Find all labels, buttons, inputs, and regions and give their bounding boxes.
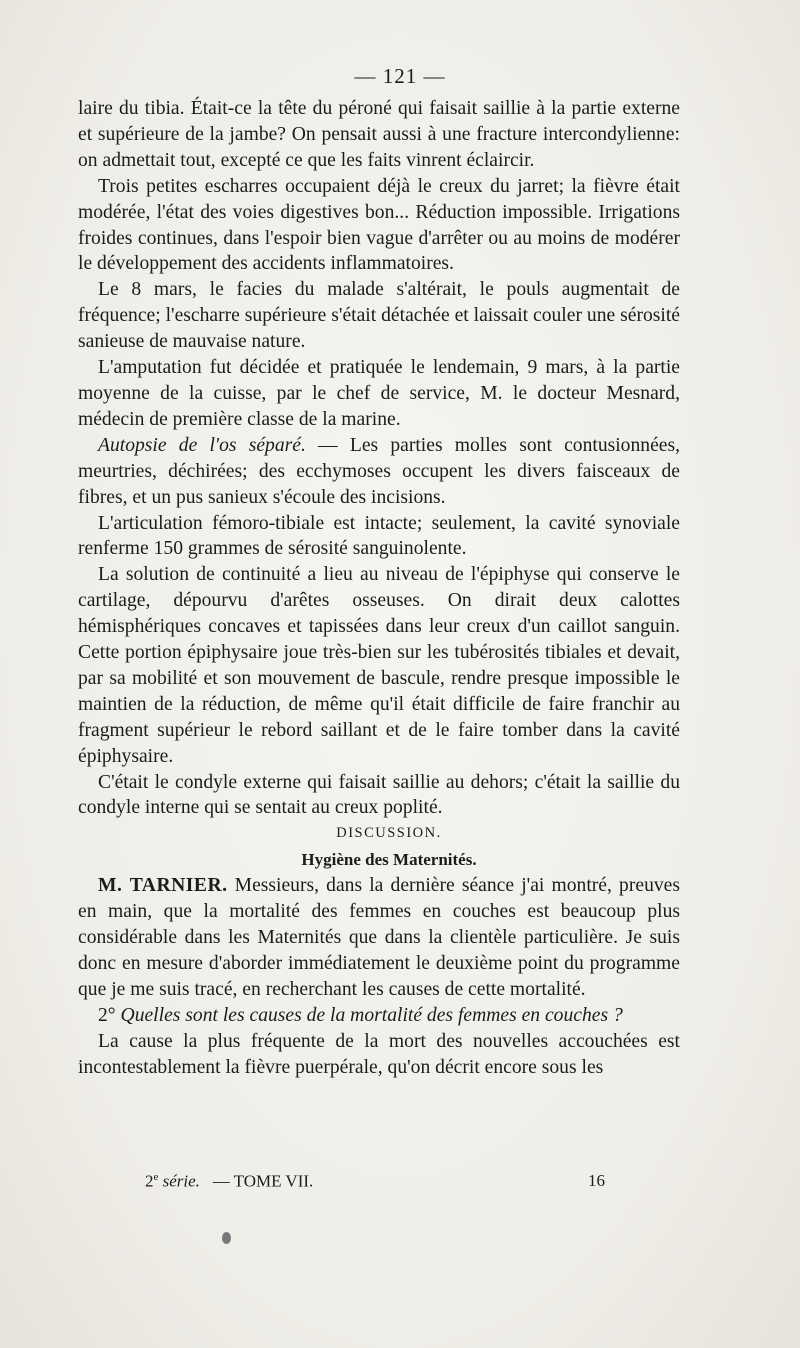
- question-text: Quelles sont les causes de la mortalité des femmes en couches ?: [115, 1004, 623, 1026]
- section-title: DISCUSSION.: [336, 825, 442, 842]
- paragraph-2: Trois petites escharres occupaient déjà le creux du jarret; la fièvre était modérée, l'état des voies digestives bon... Réduction impossible. Irrigations froides continues, dans l'espoir bien vague d'arrêter ou au moins de modérer le développement des accidents inflammatoires.: [78, 175, 680, 275]
- volume-label: — TOME VII.: [212, 1171, 314, 1191]
- speaker-name: M. TARNIER.: [98, 875, 228, 897]
- page-number: — 121 —: [354, 64, 446, 88]
- paragraph-4: L'amputation fut décidée et pratiquée le lendemain, 9 mars, à la partie moyenne de la cuisse, par le chef de service, M. le docteur Mesnard, médecin de première classe de la marine.: [78, 357, 680, 430]
- last-paragraph: La cause la plus fréquente de la mort des nouvelles accouchées est incontestablement la fièvre puerpérale, qu'on décrit encore sous les: [78, 1030, 680, 1078]
- series-number: 2: [145, 1171, 154, 1191]
- question-number: 2°: [98, 1004, 116, 1026]
- series-sup: e: [153, 1171, 159, 1183]
- ink-spot: [222, 1232, 231, 1244]
- paragraph-8: C'était le condyle externe qui faisait saillie au dehors; c'était la saillie du condyle interne qui se sentait au creux poplité.: [78, 771, 680, 819]
- autopsy-heading: Autopsie de l'os séparé.: [98, 434, 306, 456]
- paragraph-6: L'articulation fémoro-tibiale est intacte; seulement, la cavité synoviale renferme 150 grammes de sérosité sanguinolente.: [78, 512, 680, 560]
- autopsy-text: — Les parties molles sont contusionnées, meurtries, déchirées; des ecchymoses occupent les divers faisceaux de fibres, et un pus sanieux s'écoule des incisions.: [78, 434, 680, 508]
- autopsy-paragraph: [78, 433, 680, 511]
- series-word: série.: [162, 1171, 200, 1191]
- speech-text: Messieurs, dans la dernière séance j'ai montré, preuves en main, que la mortalité des femmes en couches est beaucoup plus considérable dans les Maternités que dans la clientèle particulière. Je suis donc en mesure d'aborder immédiatement le deuxième point du programme que je me suis tracé, en recherchant les causes de cette mortalité.: [78, 875, 680, 1000]
- footer-series: [145, 1171, 313, 1192]
- footer-signature: 16: [588, 1171, 605, 1190]
- paragraph-1: laire du tibia. Était-ce la tête du péroné qui faisait saillie à la partie externe et supérieure de la jambe? On pensait aussi à une fracture intercondylienne: on admettait tout, excepté ce que les faits vinrent éclaircir.: [78, 98, 680, 171]
- speech-paragraph: [78, 873, 680, 1003]
- subsection-title: Hygiène des Maternités.: [301, 850, 477, 870]
- body-text: [78, 96, 680, 1080]
- paragraph-3: Le 8 mars, le facies du malade s'altérait, le pouls augmentait de fréquence; l'escharre supérieure s'était détachée et laissait couler une sérosité sanieuse de mauvaise nature.: [78, 279, 680, 353]
- question-paragraph: [78, 1003, 680, 1029]
- paragraph-7: La solution de continuité a lieu au niveau de l'épiphyse qui conserve le cartilage, dépourvu d'arêtes osseuses. On dirait deux calottes hémisphériques concaves et tapissées dans leur creux d'un caillot sanguin. Cette portion épiphysaire joue très-bien sur les tubérosités tibiales et devait, par sa mobilité et son mouvement de bascule, rendre presque impossible le maintien de la réduction, de même qu'il était difficile de faire franchir au fragment supérieur le rebord saillant et de le faire tomber dans la cavité épiphysaire.: [78, 564, 680, 767]
- page-footer: [145, 1171, 605, 1192]
